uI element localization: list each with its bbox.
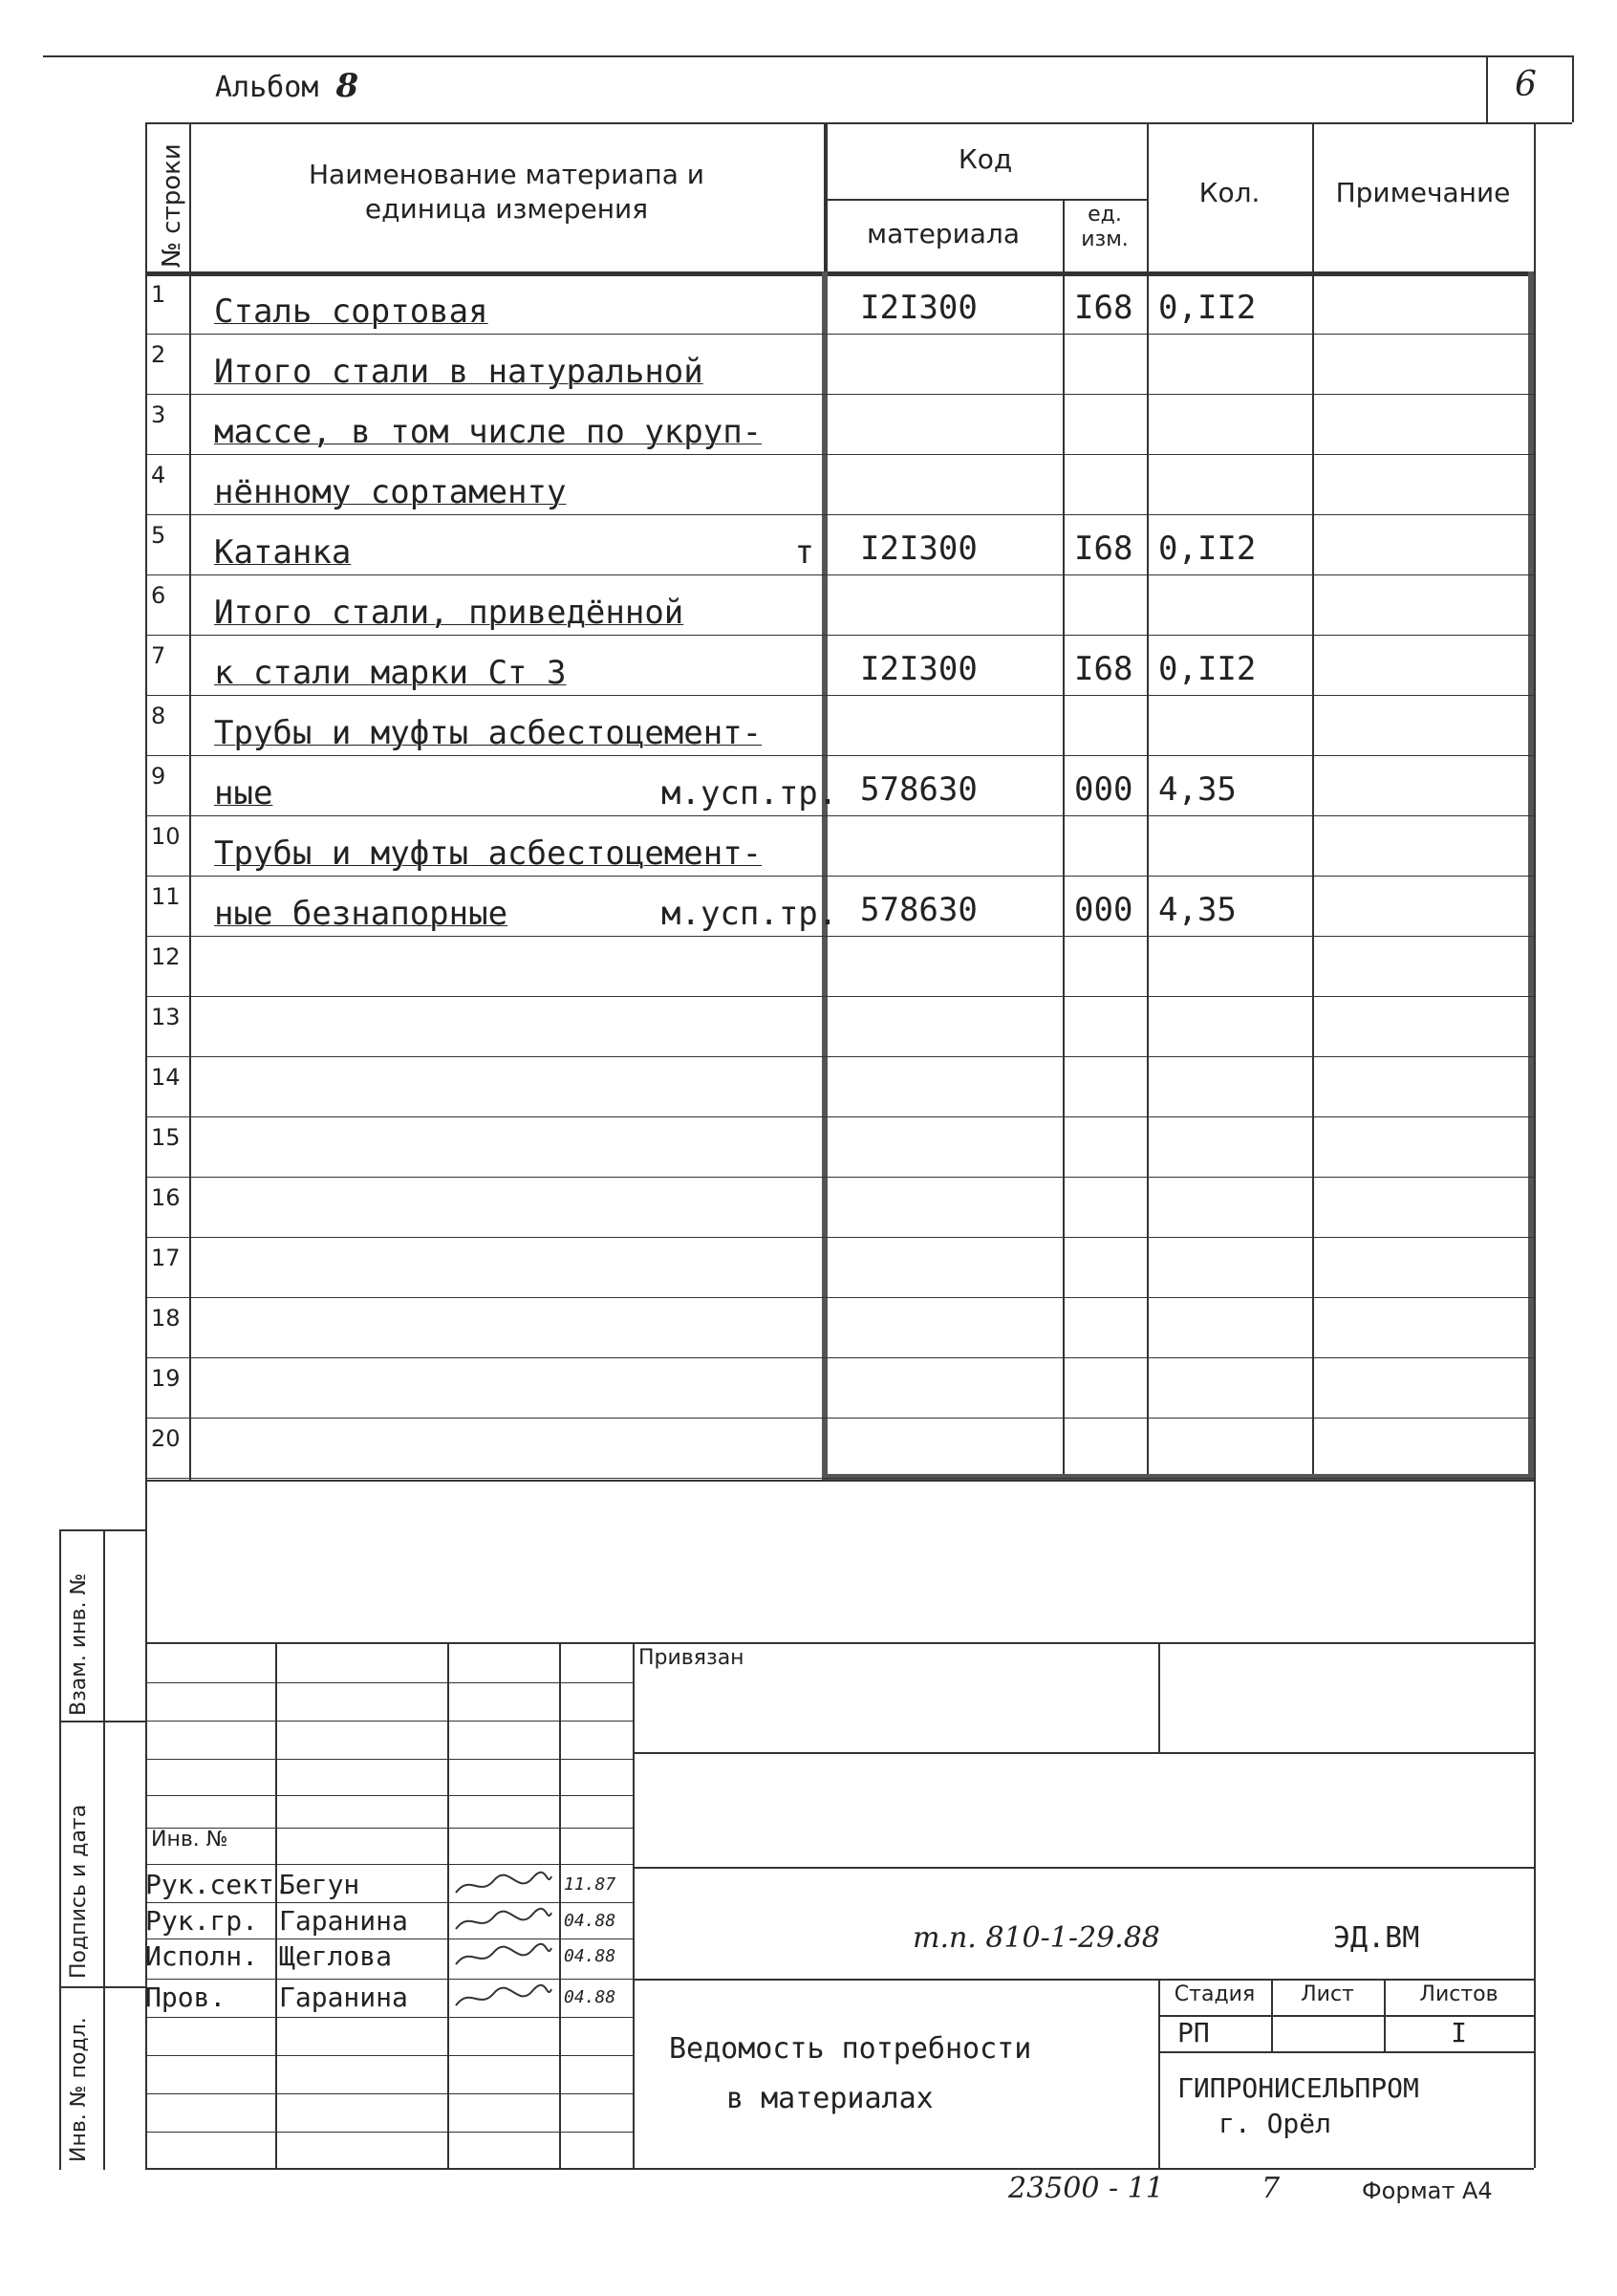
signer-name: Щеглова — [279, 1940, 393, 1972]
col-header-material: материала — [866, 218, 1020, 249]
stamp-row-line — [145, 2017, 633, 2018]
footer-format: Формат А4 — [1362, 2177, 1493, 2204]
row-qty: 0,II2 — [1158, 650, 1257, 688]
row-unit-code: 000 — [1074, 770, 1133, 809]
signer-date: 04.88 — [564, 1987, 616, 2007]
row-number: 2 — [151, 341, 166, 368]
row-qty: 4,35 — [1158, 891, 1237, 929]
row-name: ные безнапорные — [214, 895, 508, 933]
signer-role: Рук.сект. — [145, 1869, 291, 1900]
table-row — [145, 1058, 1534, 1118]
row-name: нённому сортаменту — [214, 473, 567, 511]
signer-date: 04.88 — [564, 1946, 616, 1966]
col-header-code: Код — [958, 143, 1013, 175]
signer-name: Гаранина — [279, 1982, 408, 2013]
stamp-row-line — [145, 1682, 633, 1683]
row-qty: 0,II2 — [1158, 530, 1257, 568]
stamp-row-line — [145, 1721, 633, 1722]
row-number: 19 — [151, 1365, 181, 1392]
row-name: Катанка — [214, 533, 352, 572]
row-material-code: I2I300 — [860, 530, 978, 568]
row-number: 3 — [151, 401, 166, 428]
side-box-sep2 — [59, 1986, 145, 1988]
signature-scribble — [451, 1905, 556, 1938]
row-name: к стали марки Ст 3 — [214, 654, 567, 692]
row-unit: т — [794, 533, 814, 572]
row-material-code: 578630 — [860, 891, 978, 929]
side-box-left — [59, 1529, 61, 2170]
row-number: 1 — [151, 281, 166, 308]
privyazan-label: Привязан — [638, 1646, 744, 1670]
code-subheader-rule — [824, 199, 1147, 201]
stamp-title-divider — [1158, 1979, 1160, 2170]
stamp-privyazan-divider — [1158, 1642, 1160, 1752]
row-number: 17 — [151, 1245, 181, 1271]
inv-no-label: Инв. № — [151, 1828, 228, 1852]
row-number: 18 — [151, 1305, 181, 1332]
table-row — [145, 697, 1534, 757]
doc-code: т.п. 810-1-29.88 — [913, 1921, 1160, 1955]
table-row — [145, 637, 1534, 697]
side-box-sep1 — [59, 1721, 145, 1722]
side-box-top — [59, 1529, 145, 1531]
row-number: 14 — [151, 1064, 181, 1091]
col-header-unit-code: ед. изм. — [1081, 203, 1129, 251]
row-unit: м.усп.тр. — [661, 895, 838, 933]
table-row — [145, 817, 1534, 877]
footer-number: 23500 - 11 — [1008, 2172, 1164, 2205]
side-box-inner — [103, 1529, 105, 2170]
doc-suffix: ЭД.ВМ — [1333, 1921, 1420, 1955]
row-material-code: I2I300 — [860, 650, 978, 688]
row-unit-code: I68 — [1074, 289, 1133, 327]
sheets-label: Листов — [1419, 1982, 1498, 2006]
row-name: Итого стали, приведённой — [214, 594, 684, 632]
row-unit-code: 000 — [1074, 891, 1133, 929]
org-line2: г. Орёл — [1218, 2108, 1332, 2139]
stamp-code-top — [633, 1867, 1534, 1869]
col-header-note: Примечание — [1335, 177, 1511, 208]
row-number: 11 — [151, 883, 181, 910]
row-material-code: I2I300 — [860, 289, 978, 327]
row-number: 13 — [151, 1004, 181, 1030]
sheet-label: Лист — [1301, 1982, 1354, 2006]
stamp-top — [145, 1642, 1534, 1644]
row-number: 9 — [151, 763, 166, 790]
table-bottom — [145, 1480, 1534, 1482]
stamp-row-line — [145, 1759, 633, 1760]
sheets-value: I — [1451, 2017, 1467, 2048]
signer-role: Пров. — [145, 1982, 226, 2013]
row-number: 16 — [151, 1184, 181, 1211]
table-row — [145, 516, 1534, 576]
table-row — [145, 1118, 1534, 1179]
table-row — [145, 1299, 1534, 1359]
page-number: 6 — [1515, 65, 1537, 104]
right-frame — [1534, 122, 1536, 2168]
row-name: массе, в том числе по укруп- — [214, 413, 763, 451]
signer-date: 11.87 — [564, 1874, 616, 1895]
stamp-row-line — [145, 1902, 633, 1903]
table-row — [145, 1179, 1534, 1239]
signature-scribble — [451, 1940, 556, 1973]
row-number: 12 — [151, 943, 181, 970]
row-number: 4 — [151, 462, 166, 488]
signer-name: Бегун — [279, 1869, 360, 1900]
signature-scribble — [451, 1869, 556, 1901]
signer-name: Гаранина — [279, 1905, 408, 1937]
table-row — [145, 1239, 1534, 1299]
stamp-bottom — [145, 2168, 1534, 2170]
col-header-qty: Кол. — [1198, 177, 1261, 208]
title-line1: Ведомость потребности — [669, 2032, 1032, 2066]
page-number-right — [1572, 55, 1574, 122]
row-number: 5 — [151, 522, 166, 549]
row-unit-code: I68 — [1074, 650, 1133, 688]
row-number: 20 — [151, 1425, 181, 1452]
table-row — [145, 456, 1534, 516]
table-row — [145, 1359, 1534, 1419]
stage-label: Стадия — [1174, 1982, 1256, 2006]
title-line2: в материалах — [726, 2082, 934, 2115]
row-name: Сталь сортовая — [214, 292, 488, 331]
footer-copy: 7 — [1261, 2172, 1281, 2205]
stage-value: РП — [1177, 2017, 1210, 2048]
album-label: Альбом 8 — [215, 67, 359, 105]
signer-role: Исполн. — [145, 1940, 259, 1972]
row-name: Итого стали в натуральной — [214, 353, 703, 391]
table-row — [145, 396, 1534, 456]
stamp-row-line — [145, 2132, 633, 2133]
side-label-podpis: Подпись и дата — [67, 1804, 91, 1979]
stamp-privyazan-bottom — [633, 1752, 1534, 1754]
table-row — [145, 576, 1534, 637]
stamp-col4 — [633, 1642, 635, 2168]
row-number: 7 — [151, 642, 166, 669]
top-rule — [43, 55, 1572, 57]
stamp-stage-row — [1158, 2051, 1534, 2053]
stamp-row-line — [145, 2093, 633, 2094]
stamp-row-line — [145, 1979, 633, 1980]
side-label-inv-podl: Инв. № подл. — [67, 2017, 91, 2162]
row-name: Трубы и муфты асбестоцемент- — [214, 714, 763, 752]
table-row — [145, 998, 1534, 1058]
row-number: 6 — [151, 582, 166, 609]
row-unit-code: I68 — [1074, 530, 1133, 568]
table-row — [145, 877, 1534, 938]
col-header-name: Наименование материапа и единица измерения — [309, 159, 704, 225]
side-label-vzam: Взам. инв. № — [67, 1572, 91, 1716]
table-row — [145, 336, 1534, 396]
stamp-code-bottom — [633, 1979, 1534, 1981]
row-qty: 4,35 — [1158, 770, 1237, 809]
org-line1: ГИПРОНИСЕЛЬПРОМ — [1177, 2072, 1419, 2104]
stamp-row-line — [145, 2055, 633, 2056]
row-name: ные — [214, 774, 273, 812]
table-row — [145, 757, 1534, 817]
table-top — [145, 122, 1534, 124]
page-number-divider — [1486, 55, 1488, 122]
table-row — [145, 938, 1534, 998]
signer-date: 04.88 — [564, 1911, 616, 1931]
row-number: 15 — [151, 1124, 181, 1151]
row-qty: 0,II2 — [1158, 289, 1257, 327]
stamp-row-line — [145, 1864, 633, 1865]
row-material-code: 578630 — [860, 770, 978, 809]
stamp-row-line — [145, 1795, 633, 1796]
table-row — [145, 275, 1534, 336]
album-number: 8 — [335, 67, 359, 105]
signer-role: Рук.гр. — [145, 1905, 259, 1937]
signature-scribble — [451, 1982, 556, 2014]
row-unit: м.усп.тр. — [661, 774, 838, 812]
row-number: 10 — [151, 823, 181, 850]
row-number: 8 — [151, 703, 166, 729]
table-row — [145, 1419, 1534, 1480]
col-header-row-no: № строки — [158, 143, 186, 268]
row-name: Трубы и муфты асбестоцемент- — [214, 834, 763, 873]
